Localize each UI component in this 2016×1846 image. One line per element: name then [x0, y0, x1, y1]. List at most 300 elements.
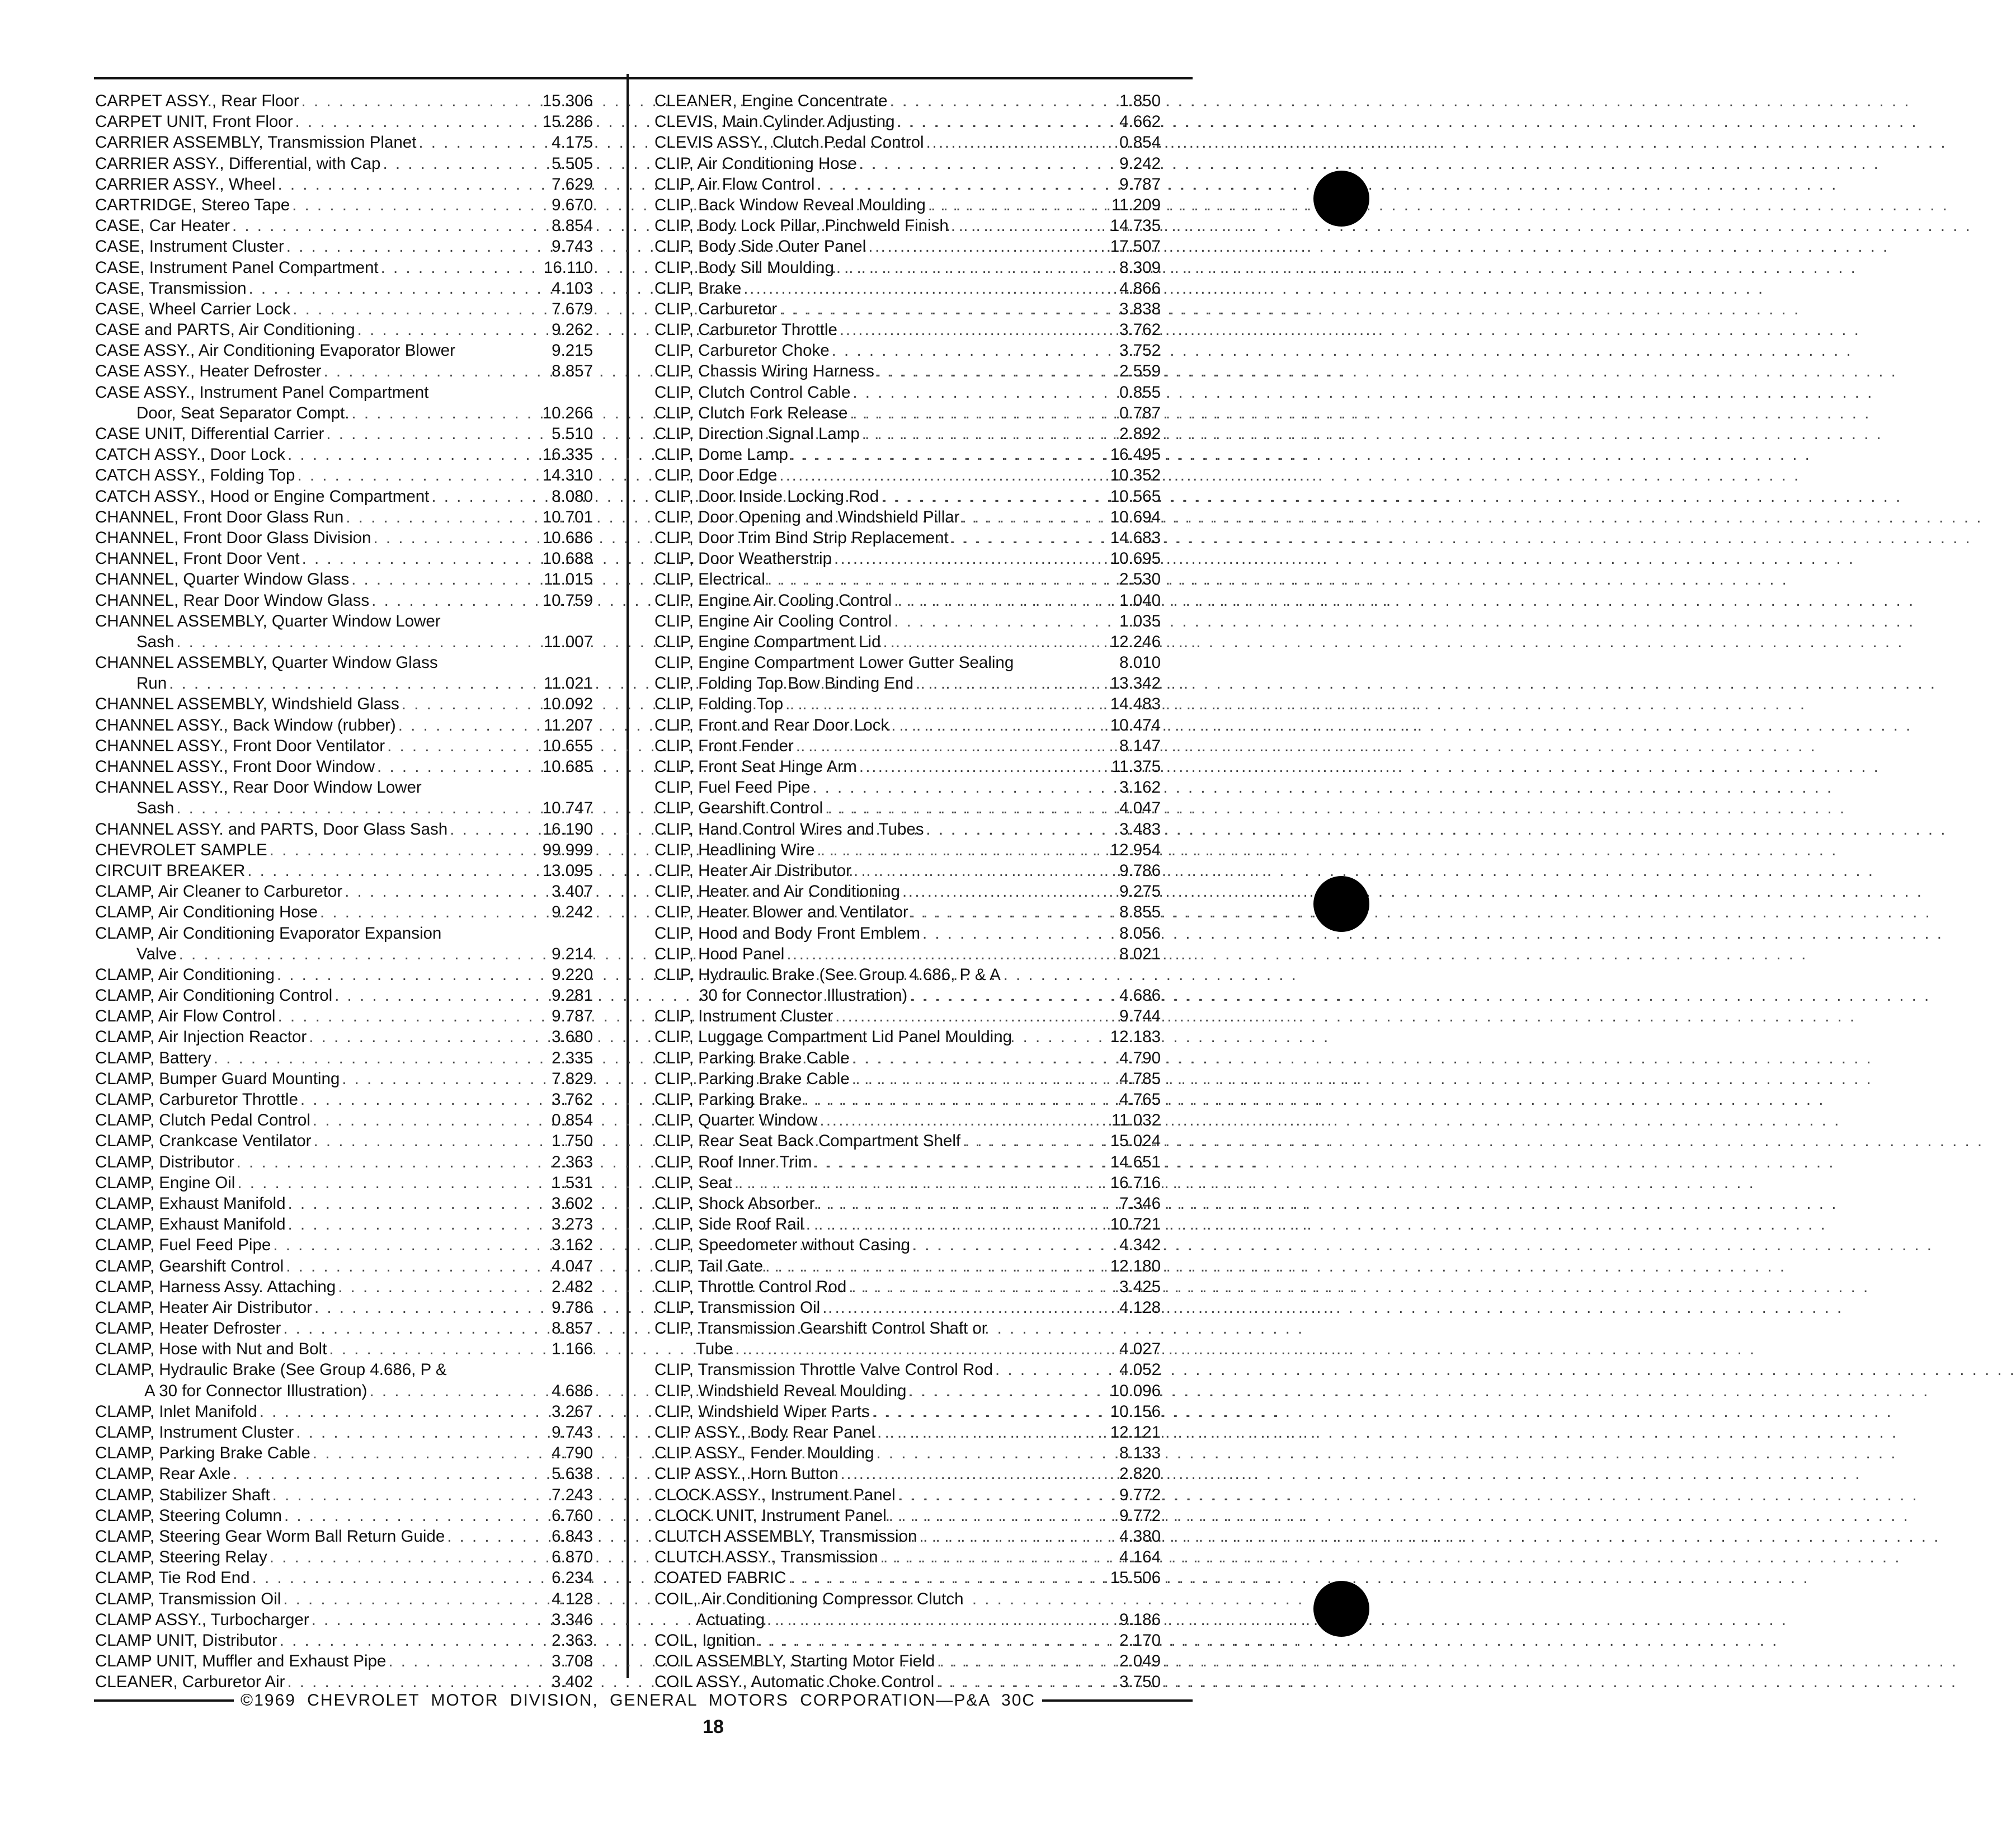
- index-entry: [95, 132, 593, 153]
- group-number: 7.243: [552, 1485, 593, 1504]
- group-number: 9.242: [1119, 154, 1161, 173]
- dot-leader: [169, 673, 507, 694]
- group-number: 8.021: [1119, 944, 1161, 963]
- entry-name: CLAMP, Air Conditioning Evaporator Expansion: [95, 924, 442, 943]
- entry-name: CLAMP, Hydraulic Brake (See Group 4.686, P &: [95, 1360, 447, 1379]
- index-entry: [95, 860, 593, 881]
- entry-name: CLIP, Folding Top: [654, 695, 784, 714]
- entry-name: CLIP, Front Fender: [654, 736, 794, 755]
- group-number: 2.363: [552, 1152, 593, 1171]
- entry-name: CLIP, Air Flow Control: [654, 175, 815, 194]
- index-entry: [654, 694, 1161, 714]
- group-number: 11.375: [1111, 757, 1161, 776]
- entry-name: CLIP, Windshield Reveal Moulding: [654, 1381, 907, 1400]
- dot-leader: [951, 215, 1075, 236]
- entry-name: CASE ASSY., Instrument Panel Compartment: [95, 383, 429, 402]
- dot-leader: [272, 1485, 507, 1505]
- group-number: 8.857: [552, 1319, 593, 1338]
- entry-name: CARPET UNIT, Front Floor: [95, 112, 293, 131]
- group-number: 16.110: [543, 258, 593, 277]
- group-number: 12.246: [1110, 632, 1161, 651]
- dot-leader: [779, 465, 1075, 486]
- index-entry: [95, 1152, 593, 1172]
- group-number: 9.670: [552, 195, 593, 214]
- index-entry: [95, 923, 593, 944]
- dot-leader: [249, 278, 507, 299]
- group-number: 8.857: [552, 362, 593, 381]
- entry-name: CLAMP, Inlet Manifold: [95, 1402, 257, 1421]
- entry-name: CLIP, Air Conditioning Hose: [654, 154, 857, 173]
- index-entry: [654, 257, 1161, 278]
- entry-name: CLEVIS ASSY., Clutch Pedal Control: [654, 133, 924, 152]
- index-entry: [654, 1048, 1161, 1068]
- index-entry: [95, 1068, 593, 1089]
- dot-leader: [883, 632, 1075, 652]
- dot-leader: [377, 756, 507, 777]
- group-number: 0.854: [1119, 133, 1161, 152]
- index-entry: [654, 777, 1161, 798]
- dot-leader: [812, 777, 1075, 798]
- entry-name: COIL, Air Conditioning Compressor Clutch: [654, 1589, 964, 1608]
- index-entry: [95, 195, 593, 215]
- dot-leader: [890, 91, 1075, 111]
- entry-name: CHANNEL ASSY. and PARTS, Door Glass Sash: [95, 820, 448, 839]
- group-number: 3.762: [552, 1090, 593, 1109]
- entry-name: CLAMP, Engine Oil: [95, 1173, 235, 1192]
- dot-leader: [381, 257, 507, 278]
- dot-leader: [283, 1589, 507, 1609]
- group-number: 6.870: [552, 1548, 593, 1567]
- group-number: 1.531: [552, 1173, 593, 1192]
- entry-name: CLIP, Engine Compartment Lower Gutter Sealing: [654, 653, 1014, 672]
- group-number: 3.425: [1119, 1277, 1161, 1296]
- dot-leader: [284, 1505, 507, 1526]
- dot-leader: [814, 1152, 1075, 1172]
- entry-name: CLAMP UNIT, Distributor: [95, 1631, 277, 1650]
- group-number: 10.565: [1110, 487, 1161, 506]
- group-number: 14.651: [1110, 1152, 1161, 1171]
- group-number: 7.629: [552, 175, 593, 194]
- dot-leader: [288, 1193, 507, 1214]
- index-entry: [654, 548, 1161, 569]
- index-entry: [95, 1526, 593, 1547]
- dot-leader: [280, 1630, 507, 1651]
- index-entry: [654, 1235, 1161, 1255]
- group-number: 2.530: [1119, 570, 1161, 589]
- entry-name: CLIP, Direction Signal Lamp: [654, 425, 860, 443]
- dot-leader: [283, 1318, 507, 1339]
- entry-name: CLAMP, Exhaust Manifold: [95, 1194, 286, 1213]
- entry-name: CLIP, Hood and Body Front Emblem: [654, 924, 920, 943]
- group-number: 8.854: [552, 216, 593, 236]
- binder-hole-icon: [1313, 1581, 1369, 1637]
- group-number: 16.335: [542, 445, 593, 464]
- entry-name: CHANNEL ASSY., Back Window (rubber): [95, 715, 396, 734]
- group-number: 1.166: [552, 1340, 593, 1359]
- entry-name: CLIP, Door Weatherstrip: [654, 549, 832, 568]
- group-number: 2.335: [552, 1048, 593, 1067]
- entry-name: CLAMP, Tie Rod End: [95, 1569, 250, 1588]
- index-entry: [654, 1630, 1161, 1651]
- entry-name: CLIP, Roof Inner Trim: [654, 1152, 812, 1171]
- index-entry: [95, 1651, 593, 1671]
- entry-name: CLIP, Hydraulic Brake (See Group 4.686, P & A: [654, 965, 1001, 984]
- dot-leader: [910, 985, 1075, 1006]
- group-number: 3.162: [552, 1236, 593, 1255]
- entry-name: CLAMP, Heater Air Distributor: [95, 1298, 313, 1317]
- index-entry: [654, 1589, 1161, 1609]
- dot-leader: [402, 694, 507, 714]
- dot-leader: [852, 382, 1075, 403]
- entry-name: CLIP, Hand Control Wires and Tubes: [654, 820, 924, 839]
- group-number: 9.786: [1119, 861, 1161, 880]
- dot-leader: [176, 798, 507, 818]
- group-number: 3.483: [1119, 820, 1161, 839]
- entry-name: CHEVROLET SAMPLE: [95, 840, 267, 859]
- dot-leader: [894, 590, 1075, 611]
- dot-leader: [926, 132, 1075, 153]
- index-entry: [95, 1172, 593, 1193]
- group-number: 12.183: [1110, 1028, 1161, 1047]
- entry-name: CLUTCH ASSEMBLY, Transmission: [654, 1527, 917, 1546]
- dot-leader: [786, 944, 1075, 964]
- dot-leader: [418, 132, 507, 153]
- index-entry: [95, 444, 593, 465]
- index-entry: [654, 923, 1161, 944]
- index-entry: [654, 1110, 1161, 1131]
- entry-name: CLAMP, Air Conditioning: [95, 965, 275, 984]
- group-number: 9.787: [1119, 175, 1161, 194]
- dot-leader: [214, 1048, 507, 1068]
- index-entry: [654, 944, 1161, 964]
- index-entry: [654, 1152, 1161, 1172]
- index-entry: [654, 652, 1161, 673]
- dot-leader: [398, 715, 507, 736]
- index-entry: [654, 1651, 1161, 1671]
- group-number: 3.402: [552, 1673, 593, 1692]
- index-entry: [95, 1547, 593, 1567]
- index-entry: [654, 361, 1161, 382]
- index-entry: [95, 1630, 593, 1651]
- dot-leader: [273, 1235, 507, 1255]
- group-number: 9.744: [1119, 1007, 1161, 1026]
- group-number: 6.760: [552, 1506, 593, 1525]
- index-entry: [654, 1463, 1161, 1484]
- entry-name: CATCH ASSY., Hood or Engine Compartment: [95, 487, 430, 506]
- index-entry: [95, 1589, 593, 1609]
- entry-name: CLIP, Electrical: [654, 570, 765, 589]
- group-number: 4.785: [1119, 1069, 1161, 1088]
- dot-leader: [995, 1359, 1075, 1380]
- dot-leader: [295, 111, 507, 132]
- group-number: 12.121: [1110, 1423, 1161, 1442]
- entry-name: Door, Seat Separator Compt.: [136, 403, 350, 422]
- group-number: 5.510: [552, 425, 593, 443]
- group-number: 8.080: [552, 487, 593, 506]
- index-entry: [654, 1485, 1161, 1505]
- dot-leader: [919, 1526, 1075, 1547]
- dot-leader: [351, 569, 507, 590]
- group-number: 16.495: [1110, 445, 1161, 464]
- entry-name: CLIP, Hood Panel: [654, 944, 785, 963]
- index-entry: [654, 1214, 1161, 1235]
- entry-name: CLIP ASSY., Body Rear Panel: [654, 1423, 875, 1442]
- group-number: 3.162: [1119, 778, 1161, 797]
- dot-leader: [326, 423, 507, 444]
- dot-leader: [329, 1339, 507, 1359]
- group-number: 10.688: [542, 549, 593, 568]
- index-entry: [95, 1256, 593, 1277]
- index-entry: [654, 881, 1161, 902]
- index-entry: [654, 715, 1161, 736]
- index-entry: [654, 444, 1161, 465]
- dot-leader: [179, 944, 507, 964]
- dot-leader: [277, 174, 507, 195]
- index-entry: [654, 1006, 1161, 1026]
- entry-name: COIL ASSY., Automatic Choke Control: [654, 1673, 935, 1692]
- dot-leader: [277, 1006, 507, 1026]
- index-entry: [654, 1505, 1161, 1526]
- entry-name: Tube: [696, 1340, 733, 1359]
- group-number: 5.505: [552, 154, 593, 173]
- dot-leader: [840, 319, 1075, 340]
- entry-name: CLIP, Back Window Reveal Moulding: [654, 195, 926, 214]
- index-entry: [654, 985, 1161, 1006]
- index-entry: [95, 944, 593, 964]
- group-number: 3.708: [552, 1652, 593, 1671]
- footer-copyright: ©1969 CHEVROLET MOTOR DIVISION, GENERAL MOTORS CORPORATION—P&A 30C: [241, 1691, 1036, 1710]
- dot-leader: [232, 215, 507, 236]
- group-number: 11.021: [543, 674, 593, 693]
- index-entry: [654, 236, 1161, 257]
- dot-leader: [962, 507, 1075, 528]
- dot-leader: [822, 1297, 1075, 1318]
- index-entry: [654, 382, 1161, 403]
- entry-name: CLIP, Carburetor Choke: [654, 341, 830, 360]
- entry-name: CLIP, Engine Air Cooling Control: [654, 611, 892, 630]
- entry-name: CLIP, Headlining Wire: [654, 840, 815, 859]
- binder-hole-icon: [1313, 876, 1369, 932]
- index-entry: [95, 964, 593, 985]
- group-number: 9.215: [552, 341, 593, 360]
- dot-leader: [383, 153, 507, 174]
- entry-name: CLAMP, Parking Brake Cable: [95, 1444, 310, 1463]
- index-entry: [654, 1297, 1161, 1318]
- entry-name: CLIP, Instrument Cluster: [654, 1007, 833, 1026]
- entry-name: CLIP, Tail Gate: [654, 1256, 764, 1275]
- entry-name: CLAMP, Rear Axle: [95, 1464, 231, 1484]
- entry-name: CLAMP, Air Conditioning Hose: [95, 903, 318, 922]
- dot-leader: [313, 1131, 507, 1151]
- group-number: 10.759: [542, 591, 593, 610]
- dot-leader: [309, 1026, 507, 1047]
- group-number: 15.286: [542, 112, 593, 131]
- dot-leader: [277, 964, 507, 985]
- group-number: 10.686: [542, 528, 593, 547]
- index-entry: [95, 1401, 593, 1422]
- entry-name: Sash: [136, 632, 175, 651]
- group-number: 10.655: [542, 736, 593, 755]
- dot-leader: [292, 195, 507, 215]
- dot-leader: [819, 1110, 1075, 1131]
- entry-name: CASE, Transmission: [95, 279, 247, 298]
- dot-leader: [790, 444, 1075, 465]
- dot-leader: [297, 465, 507, 486]
- index-entry: [95, 361, 593, 382]
- entry-name: COIL ASSEMBLY, Starting Motor Field: [654, 1652, 935, 1671]
- group-number: 10.156: [1110, 1402, 1161, 1421]
- dot-leader: [335, 985, 507, 1006]
- index-entry: [95, 819, 593, 840]
- dot-leader: [937, 1651, 1075, 1671]
- dot-leader: [877, 361, 1075, 382]
- dot-leader: [852, 1068, 1075, 1089]
- dot-leader: [296, 1422, 507, 1443]
- entry-name: CATCH ASSY., Door Lock: [95, 445, 285, 464]
- entry-name: CLIP, Front Seat Hinge Arm: [654, 757, 857, 776]
- dot-leader: [868, 236, 1075, 257]
- index-entry: [654, 1609, 1161, 1630]
- entry-name: CLAMP, Steering Gear Worm Ball Return Guide: [95, 1527, 445, 1546]
- dot-leader: [342, 1068, 507, 1089]
- entry-name: CLUTCH ASSY., Transmission: [654, 1548, 878, 1567]
- group-number: 4.164: [1119, 1548, 1161, 1567]
- group-number: 8.855: [1119, 903, 1161, 922]
- dot-leader: [796, 736, 1075, 756]
- index-entry: [95, 382, 593, 403]
- dot-leader: [357, 319, 507, 340]
- group-number: 8.133: [1119, 1444, 1161, 1463]
- index-entry: [95, 1318, 593, 1339]
- right-index-column: [654, 91, 1161, 1692]
- dot-leader: [862, 423, 1075, 444]
- entry-name: CLIP, Carburetor: [654, 299, 778, 318]
- index-entry: [95, 1089, 593, 1110]
- index-entry: [95, 1463, 593, 1484]
- entry-name: Actuating: [696, 1610, 765, 1629]
- entry-name: CLIP, Windshield Wiper Parts: [654, 1402, 870, 1421]
- dot-leader: [237, 1172, 507, 1193]
- dot-leader: [237, 1152, 507, 1172]
- entry-name: CLIP, Heater Blower and Ventilator: [654, 903, 908, 922]
- dot-leader: [388, 1651, 507, 1671]
- index-entry: [95, 715, 593, 736]
- dot-leader: [314, 1297, 507, 1318]
- entry-name: CLAMP, Harness Assy. Attaching: [95, 1277, 336, 1296]
- index-entry: [95, 486, 593, 507]
- dot-leader: [881, 486, 1075, 507]
- index-entry: [654, 798, 1161, 818]
- group-number: 9.262: [552, 321, 593, 340]
- group-number: 9.786: [552, 1298, 593, 1317]
- entry-name: CLIP, Fuel Feed Pipe: [654, 778, 811, 797]
- index-entry: [654, 1068, 1161, 1089]
- dot-leader: [788, 1567, 1075, 1588]
- entry-name: CHANNEL, Front Door Vent: [95, 549, 300, 568]
- index-entry: [95, 319, 593, 340]
- dot-leader: [247, 860, 507, 881]
- dot-leader: [804, 1089, 1075, 1110]
- group-number: 4.765: [1119, 1090, 1161, 1109]
- dot-leader: [854, 860, 1075, 881]
- group-number: 16.190: [542, 820, 593, 839]
- index-entry: [654, 840, 1161, 860]
- dot-leader: [176, 632, 507, 652]
- dot-leader: [912, 1235, 1075, 1255]
- dot-leader: [320, 902, 507, 922]
- entry-name: CLIP, Transmission Throttle Valve Control Rod: [654, 1360, 993, 1379]
- entry-name: CARRIER ASSEMBLY, Transmission Planet: [95, 133, 417, 152]
- group-number: 10.701: [542, 507, 593, 526]
- dot-leader: [270, 840, 507, 860]
- group-number: 7.679: [552, 299, 593, 318]
- dot-leader: [270, 1547, 507, 1567]
- index-entry: [654, 195, 1161, 215]
- group-number: 1.850: [1119, 92, 1161, 110]
- entry-name: CASE, Wheel Carrier Lock: [95, 299, 291, 318]
- index-entry: [654, 1256, 1161, 1277]
- group-number: 14.735: [1110, 216, 1161, 236]
- dot-leader: [351, 403, 507, 423]
- entry-name: CHANNEL ASSY., Front Door Window: [95, 757, 375, 776]
- entry-name: CLAMP, Heater Defroster: [95, 1319, 281, 1338]
- entry-name: CLOCK ASSY., Instrument Panel: [654, 1485, 896, 1504]
- index-entry: [95, 756, 593, 777]
- group-number: 15.506: [1110, 1569, 1161, 1588]
- group-number: 10.685: [542, 757, 593, 776]
- entry-name: CHANNEL, Front Door Glass Run: [95, 507, 344, 526]
- group-number: 8.147: [1119, 736, 1161, 755]
- dot-leader: [312, 1609, 507, 1630]
- entry-name: CHANNEL, Front Door Glass Division: [95, 528, 371, 547]
- dot-leader: [926, 819, 1075, 840]
- entry-name: CHANNEL, Quarter Window Glass: [95, 570, 350, 589]
- entry-name: CLIP, Door Trim Bind Strip Replacement: [654, 528, 949, 547]
- page-number: 18: [703, 1716, 724, 1737]
- entry-name: CLIP, Luggage Compartment Lid Panel Moulding: [654, 1028, 1012, 1047]
- dot-leader: [897, 111, 1075, 132]
- group-number: 3.407: [552, 882, 593, 901]
- index-entry: [95, 902, 593, 922]
- entry-name: CLAMP, Distributor: [95, 1152, 234, 1171]
- entry-name: CLEANER, Carburetor Air: [95, 1673, 285, 1692]
- dot-leader: [313, 1443, 507, 1463]
- index-entry: [654, 1318, 1161, 1339]
- index-entry: [654, 132, 1161, 153]
- entry-name: CLIP, Door Inside Locking Rod: [654, 487, 879, 506]
- entry-name: CHANNEL ASSEMBLY, Windshield Glass: [95, 695, 399, 714]
- entry-name: CLAMP ASSY., Turbocharger: [95, 1610, 309, 1629]
- entry-name: CLAMP, Air Injection Reactor: [95, 1028, 307, 1047]
- group-number: 8.309: [1119, 258, 1161, 277]
- group-number: 15.024: [1110, 1132, 1161, 1151]
- dot-leader: [252, 1567, 507, 1588]
- group-number: 2.820: [1119, 1464, 1161, 1484]
- index-entry: [95, 174, 593, 195]
- entry-name: Sash: [136, 799, 175, 818]
- group-number: 10.695: [1110, 549, 1161, 568]
- entry-name: CLIP, Parking Brake Cable: [654, 1048, 850, 1067]
- dot-leader: [916, 673, 1075, 694]
- index-entry: [654, 1547, 1161, 1567]
- dot-leader: [233, 1463, 507, 1484]
- index-entry: [654, 465, 1161, 486]
- entry-name: CASE ASSY., Air Conditioning Evaporator Blower: [95, 341, 455, 360]
- entry-name: CLIP, Door Edge: [654, 466, 778, 485]
- entry-name: COATED FABRIC: [654, 1569, 786, 1588]
- group-number: 11.209: [1111, 195, 1161, 214]
- dot-leader: [817, 174, 1075, 195]
